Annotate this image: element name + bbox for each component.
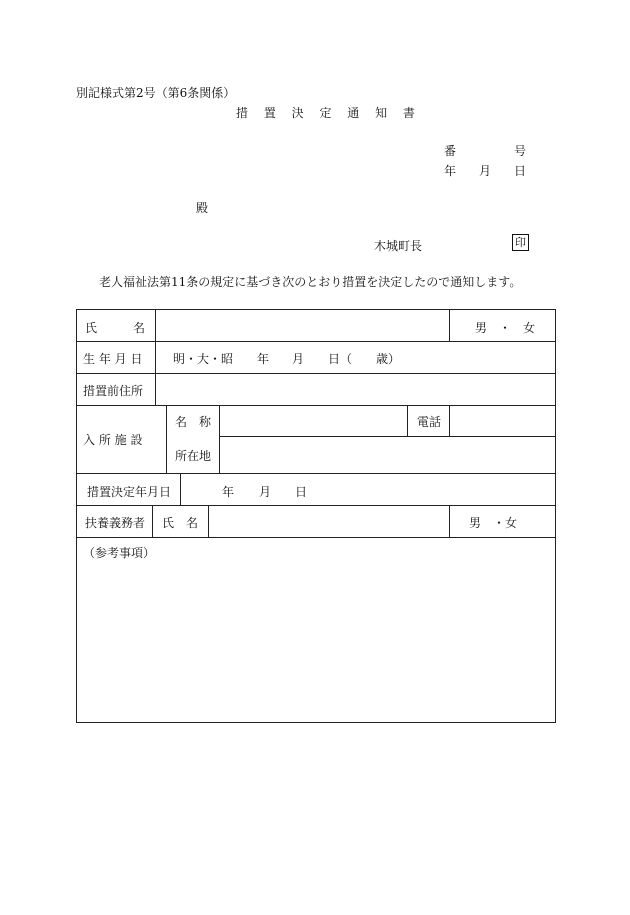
col-divider <box>449 310 450 341</box>
birth-eras: 明・大・昭 <box>173 352 234 366</box>
date-year-label: 年 <box>444 164 457 178</box>
date-day-label: 日 <box>514 164 527 178</box>
name-label: 氏 名 <box>85 321 146 335</box>
col-divider <box>449 405 450 436</box>
supporter-name-label: 氏 名 <box>162 516 199 530</box>
row-divider <box>77 505 555 506</box>
birth-month-label: 月 <box>292 352 305 366</box>
location-label: 所在地 <box>175 449 212 463</box>
number-label: 番 <box>444 144 457 158</box>
addressee-suffix: 殿 <box>196 201 209 215</box>
col-divider <box>155 310 156 405</box>
facility-label: 入 所 施 設 <box>83 433 143 447</box>
sex-options: 男 ・ 女 <box>475 321 536 335</box>
row-divider <box>77 373 555 374</box>
number-suffix: 号 <box>514 144 527 158</box>
decision-year-label: 年 <box>222 485 235 499</box>
col-divider <box>219 405 220 473</box>
date-month-label: 月 <box>479 164 492 178</box>
notes-label: （参考事項） <box>83 546 156 560</box>
row-divider <box>219 436 555 437</box>
facility-name-label: 名 称 <box>175 415 212 429</box>
row-divider <box>77 405 555 406</box>
supporter-sex-options: 男 ・女 <box>469 516 518 530</box>
notice-body-text: 老人福祉法第11条の規定に基づき次のとおり措置を決定したので通知します。 <box>99 275 522 289</box>
form-reference: 別記様式第2号（第6条関係） <box>76 86 236 100</box>
row-divider <box>77 537 555 538</box>
decision-date-label: 措置決定年月日 <box>87 485 172 499</box>
row-divider <box>77 473 555 474</box>
row-divider <box>77 341 555 342</box>
col-divider <box>208 505 209 537</box>
prev-address-label: 措置前住所 <box>83 384 144 398</box>
decision-month-label: 月 <box>259 485 272 499</box>
document-title: 措 置 決 定 通 知 書 <box>236 106 421 120</box>
seal-stamp: 印 <box>512 234 529 251</box>
birth-label: 生 年 月 日 <box>83 352 143 366</box>
supporter-label: 扶養義務者 <box>85 516 146 530</box>
birth-year-label: 年 <box>257 352 270 366</box>
decision-table <box>76 309 556 723</box>
col-divider <box>449 505 450 537</box>
col-divider <box>166 405 167 473</box>
col-divider <box>152 505 153 537</box>
decision-day-label: 日 <box>295 485 308 499</box>
birth-day-age: 日（ 歳） <box>328 352 401 366</box>
issuer-name: 木城町長 <box>374 239 423 253</box>
col-divider <box>180 473 181 505</box>
col-divider <box>407 405 408 436</box>
phone-label: 電話 <box>417 415 442 429</box>
